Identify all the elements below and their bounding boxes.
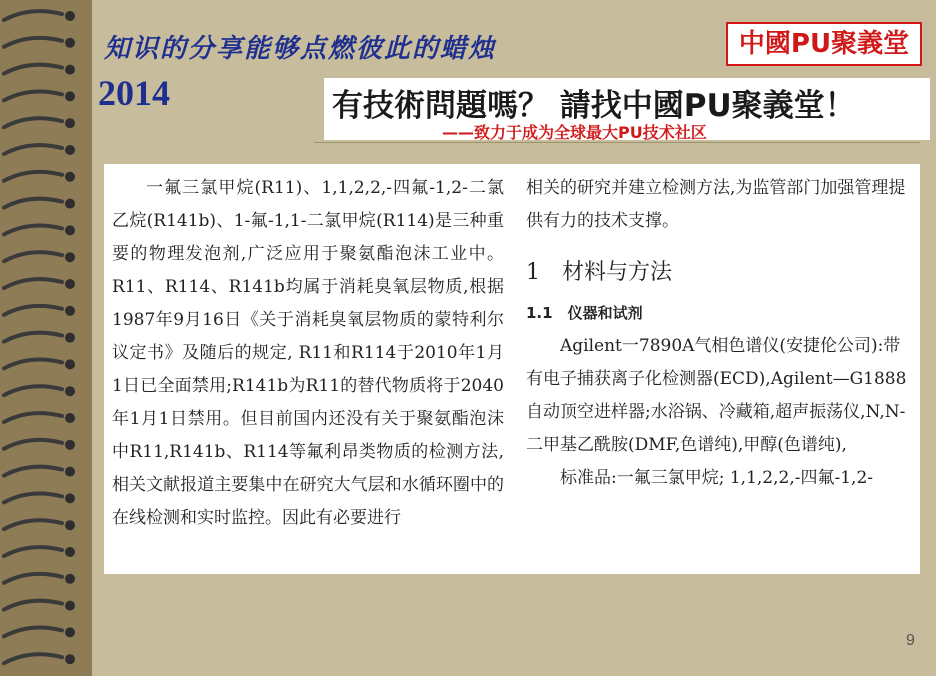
spiral-ring	[4, 574, 62, 583]
spiral-ring	[4, 172, 62, 181]
spiral-hole	[65, 279, 75, 289]
spiral-hole	[65, 172, 75, 182]
spiral-hole	[65, 413, 75, 423]
spiral-ring	[4, 467, 62, 476]
intro-paragraph: 一氟三氯甲烷(R11)、1,1,2,2,-四氟-1,2-二氯乙烷(R141b)、1-氟-1,1-二氯甲烷(R114)是三种重要的物理发泡剂,广泛应用于聚氨酯泡沫工业中。R11、R114、R141b均属于消耗臭氧层物质,根据1987年9月16日《关于消耗臭氧层物质的蒙特利尔议定书》及随后的规定, R11和R114于2010年1月1日已全面禁用;R141b为R11的替代物质将于2040年1月1日禁用。但目前国内还没有关于聚氨酯泡沫中R11,R141b、R114等氟利昂类物质的检测方法,相关文献报道主要集中在研究大气层和水循环圈中的在线检测和实时监控。因此有必要进行	[112, 178, 504, 528]
spiral-hole	[65, 467, 75, 477]
spiral-ring	[4, 11, 62, 20]
spiral-hole	[65, 386, 75, 396]
document-scan	[104, 164, 920, 574]
spiral-ring	[4, 601, 62, 610]
spiral-hole	[65, 225, 75, 235]
page-number: 9	[906, 632, 915, 649]
spiral-ring	[4, 440, 62, 449]
spiral-hole	[65, 38, 75, 48]
spiral-hole	[65, 65, 75, 75]
spiral-hole	[65, 547, 75, 557]
continuation-paragraph: 相关的研究并建立检测方法,为监管部门加强管理提供有力的技术支撑。	[526, 178, 906, 231]
spiral-hole	[65, 333, 75, 343]
document-left-column	[112, 172, 504, 535]
banner-slogan: ——致力于成为全球最大PU技术社区	[442, 123, 707, 142]
spiral-ring	[4, 359, 62, 368]
spiral-hole	[65, 118, 75, 128]
spiral-ring	[4, 493, 62, 502]
spiral-ring	[4, 306, 62, 315]
header-divider	[314, 142, 920, 143]
header-year: 2014	[98, 73, 170, 113]
spiral-hole	[65, 520, 75, 530]
spiral-ring	[4, 627, 62, 636]
document-right-column	[526, 172, 912, 495]
spiral-ring	[4, 547, 62, 556]
instruments-paragraph: Agilent一7890A气相色谱仪(安捷伦公司):带有电子捕获离子化检测器(ECD),Agilent—G1888自动顶空进样器;水浴锅、冷藏箱,超声振荡仪,N,N-二甲基乙酰胺(DMF,色谱纯),甲醇(色谱纯),	[526, 336, 907, 455]
spiral-ring	[4, 65, 62, 74]
spiral-hole	[65, 91, 75, 101]
spiral-hole	[65, 252, 75, 262]
spiral-hole	[65, 574, 75, 584]
banner-headline: 有技術問題嗎？ 請找中國PU聚義堂！	[332, 88, 856, 124]
spiral-hole	[65, 359, 75, 369]
spiral-hole	[65, 306, 75, 316]
section-heading: 1 材料与方法	[526, 260, 672, 285]
spiral-ring	[4, 199, 62, 208]
spiral-ring	[4, 38, 62, 47]
spiral-hole	[65, 654, 75, 664]
spiral-ring	[4, 252, 62, 261]
spiral-ring	[4, 654, 62, 663]
spiral-hole	[65, 493, 75, 503]
banner	[324, 78, 930, 140]
spiral-hole	[65, 11, 75, 21]
spiral-ring	[4, 91, 62, 100]
standards-paragraph: 标准品:一氟三氯甲烷; 1,1,2,2,-四氟-1,2-	[560, 468, 874, 488]
spiral-hole	[65, 601, 75, 611]
spiral-ring	[4, 279, 62, 288]
spiral-ring	[4, 225, 62, 234]
spiral-ring	[4, 118, 62, 127]
subsection-heading: 1.1 仪器和试剂	[526, 304, 643, 322]
spiral-ring	[4, 386, 62, 395]
spiral-ring	[4, 145, 62, 154]
spiral-hole	[65, 627, 75, 637]
spiral-hole	[65, 145, 75, 155]
spiral-ring	[4, 333, 62, 342]
brand-logo: 中國PU聚義堂	[726, 22, 922, 66]
header-title: 知识的分享能够点燃彼此的蜡烛	[104, 34, 497, 64]
spiral-hole	[65, 199, 75, 209]
spiral-ring	[4, 520, 62, 529]
spiral-hole	[65, 440, 75, 450]
spiral-binding-icon	[0, 0, 100, 676]
spiral-ring	[4, 413, 62, 422]
